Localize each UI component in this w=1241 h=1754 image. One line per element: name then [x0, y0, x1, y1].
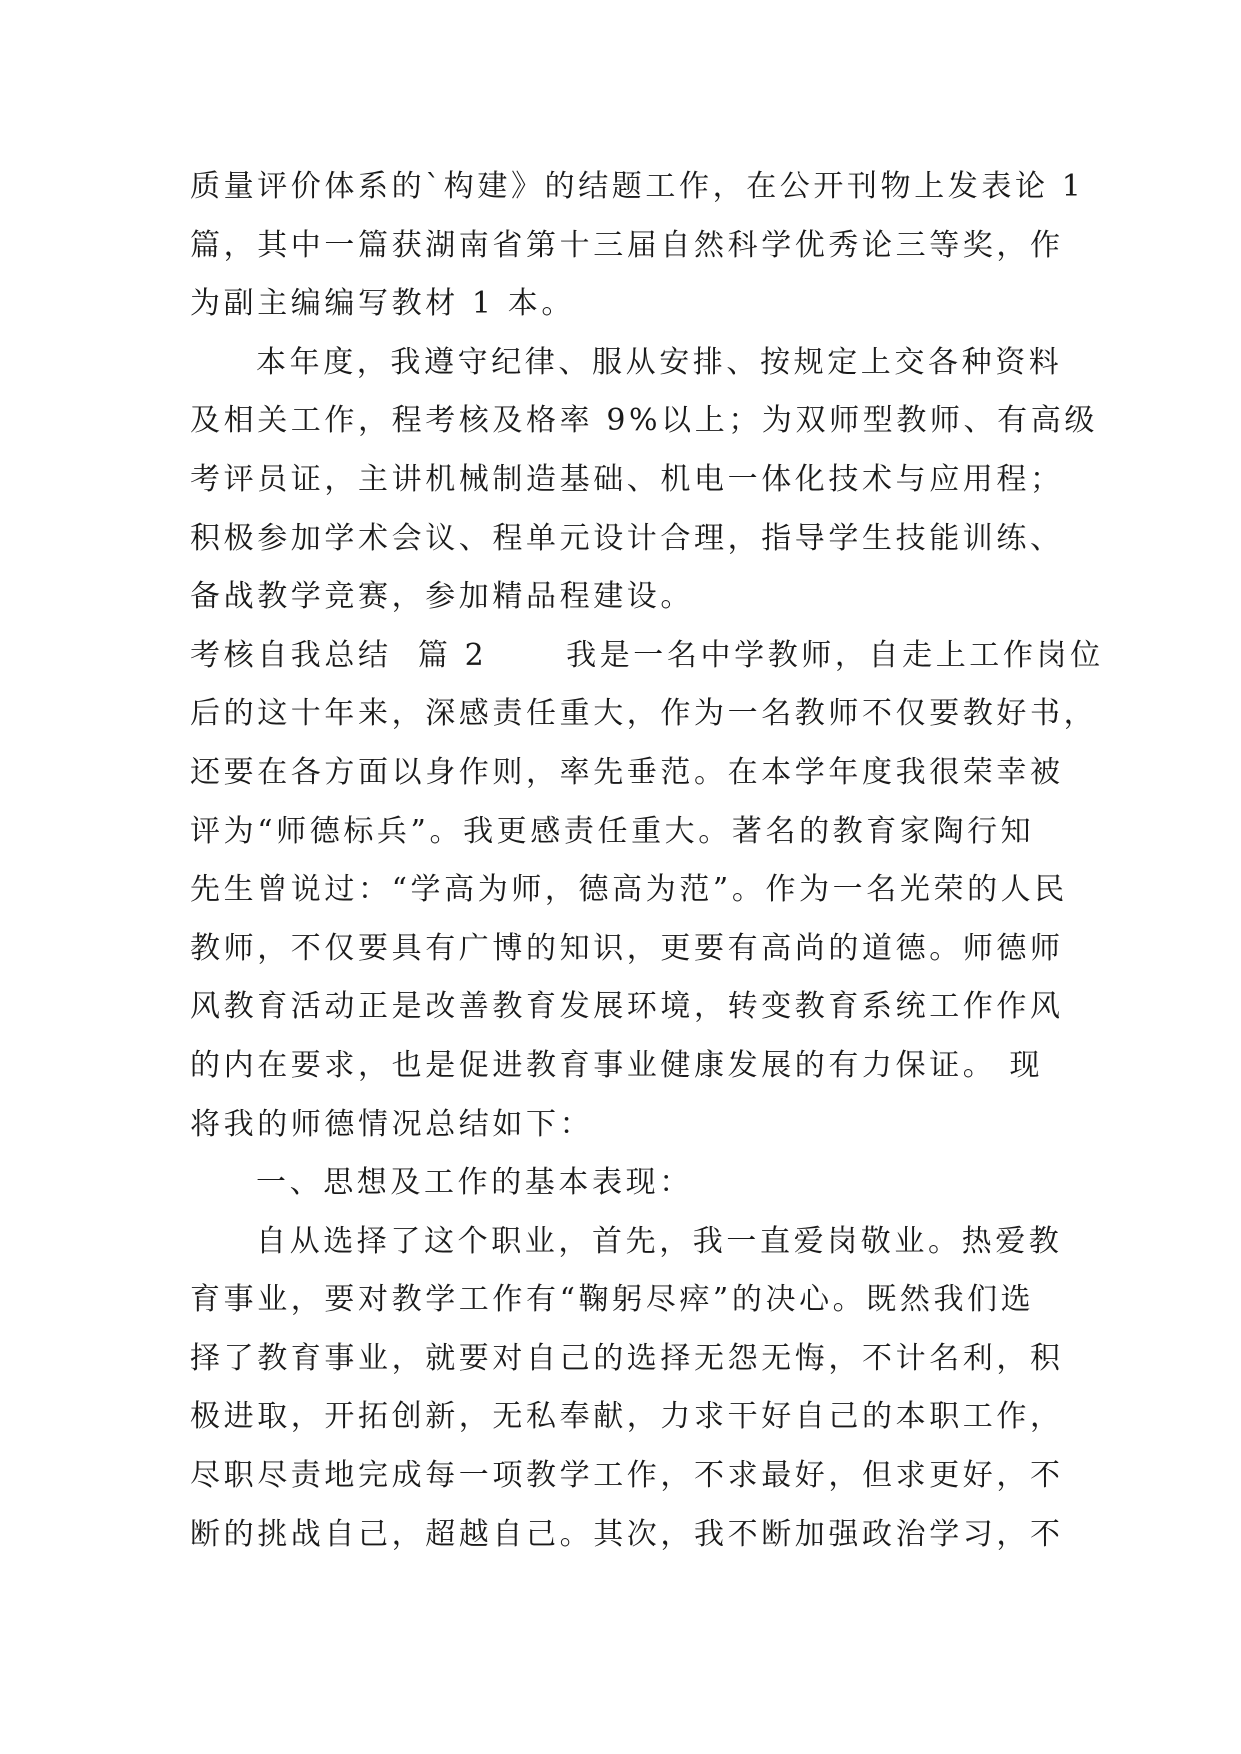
- text-line: 自从选择了这个职业，首先，我一直爱岗敬业。热爱教: [256, 1223, 1063, 1259]
- text-line: 风教育活动正是改善教育发展环境，转变教育系统工作作风: [190, 989, 1064, 1025]
- text-line: 育事业，要对教学工作有“鞠躬尽瘁”的决心。既然我们选: [190, 1282, 1035, 1318]
- text-line: 的内在要求，也是促进教育事业健康发展的有力保证。 现: [190, 1047, 1044, 1083]
- text-line: 及相关工作，程考核及格率 9%以上；为双师型教师、有高级: [190, 403, 1098, 439]
- text-line: 备战教学竞赛，参加精品程建设。: [190, 579, 694, 615]
- text-line: 尽职尽责地完成每一项教学工作，不求最好，但求更好，不: [190, 1458, 1064, 1494]
- text-line: 极进取，开拓创新，无私奉献，力求干好自己的本职工作，: [190, 1399, 1064, 1435]
- text-line: 为副主编编写教材 1 本。: [190, 286, 575, 322]
- text-line: 本年度，我遵守纪律、服从安排、按规定上交各种资料: [256, 344, 1063, 380]
- text-line: 择了教育事业，就要对自己的选择无怨无悔，不计名利，积: [190, 1340, 1064, 1376]
- section-heading-line: 考核自我总结 篇 2 我是一名中学教师，自走上工作岗位: [190, 637, 1104, 673]
- text-line: 评为“师德标兵”。我更感责任重大。著名的教育家陶行知: [190, 813, 1035, 849]
- text-line: 考评员证，主讲机械制造基础、机电一体化技术与应用程；: [190, 461, 1064, 497]
- text-line: 将我的师德情况总结如下：: [190, 1106, 594, 1142]
- text-line: 先生曾说过：“学高为师，德高为范”。作为一名光荣的人民: [190, 872, 1068, 908]
- text-line: 断的挑战自己，超越自己。其次，我不断加强政治学习，不: [190, 1516, 1064, 1552]
- subheading-line: 一、思想及工作的基本表现：: [256, 1165, 693, 1201]
- text-line: 质量评价体系的`构建》的结题工作，在公开刊物上发表论 1: [190, 169, 1085, 204]
- text-line: 教师，不仅要具有广博的知识，更要有高尚的道德。师德师: [190, 930, 1064, 966]
- text-line: 篇，其中一篇获湖南省第十三届自然科学优秀论三等奖，作: [190, 227, 1064, 263]
- text-line: 还要在各方面以身作则，率先垂范。在本学年度我很荣幸被: [190, 754, 1064, 790]
- text-line: 积极参加学术会议、程单元设计合理，指导学生技能训练、: [190, 520, 1064, 556]
- document-body: [190, 158, 1104, 1564]
- text-line: 后的这十年来，深感责任重大，作为一名教师不仅要教好书，: [190, 696, 1098, 732]
